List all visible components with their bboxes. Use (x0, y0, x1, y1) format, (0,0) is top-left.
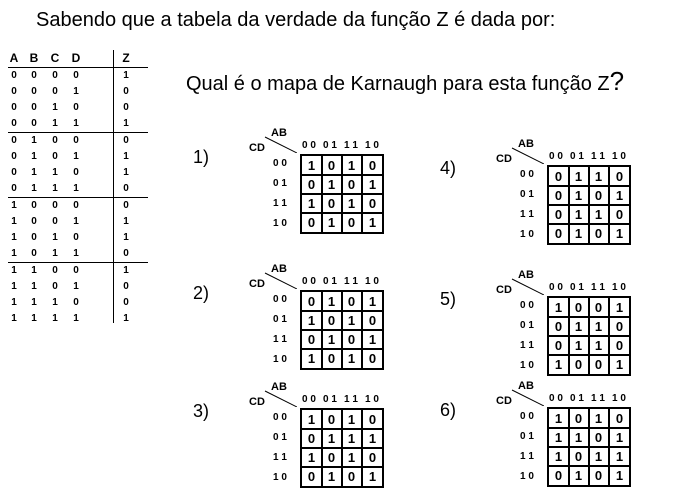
kmap-cell: 1 (569, 317, 590, 337)
truth-table-row (8, 68, 148, 84)
question-text (186, 66, 624, 97)
kmap-cell: 1 (569, 466, 590, 486)
kmap-cell: 1 (342, 349, 363, 369)
kmap-row-label: 0 1 (273, 178, 287, 189)
truth-table-cell: 0 (31, 232, 37, 243)
truth-table-cell: 0 (52, 281, 58, 292)
truth-table-row (8, 263, 148, 279)
kmap-column-label: 0 1 (570, 393, 584, 404)
kmap-cd-label: CD (249, 396, 265, 408)
kmap-column-label: 0 1 (323, 276, 337, 287)
truth-table-row (8, 116, 148, 133)
truth-table-cell: 0 (31, 200, 37, 211)
truth-table-cell: 1 (123, 313, 129, 324)
kmap-cell: 1 (342, 429, 363, 449)
kmap-cell: 1 (342, 156, 363, 176)
kmap-cell: 1 (342, 311, 363, 331)
truth-table-cell: 0 (73, 167, 79, 178)
kmap-row-label: 0 1 (273, 432, 287, 443)
kmap-cell: 1 (368, 215, 377, 230)
kmap-cell: 0 (362, 194, 383, 214)
kmap-row-label: 1 1 (273, 452, 287, 463)
kmap-row-label: 1 0 (520, 229, 534, 240)
truth-table-row (8, 198, 148, 214)
truth-table-row (8, 246, 148, 263)
truth-table-cell: 0 (31, 102, 37, 113)
kmap-grid (300, 290, 384, 370)
kmap-row-label: 1 0 (520, 360, 534, 371)
kmap-column-label: 1 1 (591, 282, 605, 293)
truth-table-cell: 1 (73, 151, 79, 162)
kmap-cell: 0 (589, 466, 610, 486)
kmap-row-label: 0 1 (520, 189, 534, 200)
kmap-cell: 1 (549, 428, 570, 448)
truth-table-cell: 1 (123, 70, 129, 81)
truth-table-cell: 1 (31, 297, 37, 308)
kmap-row-label: 1 1 (273, 198, 287, 209)
kmap-cell: 1 (302, 448, 323, 468)
truth-table-cell: 0 (11, 167, 17, 178)
kmap-cell: 0 (362, 410, 383, 430)
kmap-diagonal (263, 271, 297, 289)
truth-table-cell: 0 (52, 86, 58, 97)
truth-table-cell: 0 (123, 102, 129, 113)
truth-table-header-cell: D (71, 51, 81, 65)
truth-table-header-cell: C (50, 51, 60, 65)
kmap-cell: 1 (549, 355, 570, 375)
truth-table-cell: 1 (31, 313, 37, 324)
truth-table-cell: 0 (11, 183, 17, 194)
kmap-column-label: 0 1 (570, 151, 584, 162)
kmap-cell: 0 (302, 213, 323, 233)
truth-table-cell: 0 (123, 135, 129, 146)
kmap-option-number: 5) (440, 289, 457, 309)
kmap-diagonal (263, 389, 297, 407)
kmap-cell: 0 (549, 466, 570, 486)
truth-table-header-cell: A (9, 51, 19, 65)
kmap-row-label: 0 0 (273, 294, 287, 305)
truth-table-cell: 0 (31, 70, 37, 81)
kmap-row-label: 1 1 (273, 334, 287, 345)
truth-table-cell: 1 (52, 102, 58, 113)
kmap-cell: 0 (549, 205, 570, 225)
kmap-column-label: 0 1 (323, 140, 337, 151)
truth-table-row (8, 100, 148, 116)
kmap-grid (300, 408, 384, 488)
kmap-option-number: 2) (193, 283, 210, 303)
kmap-column-label: 1 1 (591, 393, 605, 404)
truth-table-cell: 1 (123, 232, 129, 243)
kmap-option-number: 3) (193, 401, 210, 421)
kmap-option-number: 1) (193, 147, 210, 167)
kmap-cell: 1 (362, 175, 383, 195)
kmap-cell: 1 (615, 357, 624, 372)
kmap-grid (547, 296, 631, 376)
kmap-cell: 0 (302, 330, 323, 350)
kmap-column-label: 1 0 (365, 394, 379, 405)
kmap-cell: 1 (569, 205, 590, 225)
kmap-option-5 (440, 269, 650, 379)
kmap-column-label: 0 0 (549, 393, 563, 404)
truth-table-cell: 1 (52, 232, 58, 243)
truth-table-cell: 1 (11, 313, 17, 324)
kmap-cell: 0 (322, 311, 343, 331)
kmap-cell: 0 (609, 167, 630, 187)
truth-table-cell: 1 (123, 216, 129, 227)
kmap-column-label: 0 0 (302, 276, 316, 287)
truth-table-cell: 0 (31, 86, 37, 97)
kmap-cd-label: CD (249, 142, 265, 154)
truth-table-cell: 1 (11, 232, 17, 243)
truth-table-cell: 0 (11, 70, 17, 81)
kmap-option-4 (440, 138, 650, 248)
kmap-cell: 1 (609, 447, 630, 467)
kmap-column-label: 1 1 (344, 276, 358, 287)
kmap-column-label: 0 0 (549, 282, 563, 293)
kmap-row-label: 0 1 (520, 431, 534, 442)
truth-table-cell: 1 (73, 216, 79, 227)
kmap-cd-label: CD (249, 278, 265, 290)
truth-table-header-cell: Z (122, 51, 130, 65)
kmap-option-2 (193, 263, 403, 373)
kmap-cell: 0 (342, 213, 363, 233)
kmap-cell: 1 (549, 447, 570, 467)
truth-table-cell: 1 (11, 265, 17, 276)
kmap-cell: 1 (322, 330, 343, 350)
truth-table-cell: 1 (31, 265, 37, 276)
truth-table-cell: 1 (31, 135, 37, 146)
truth-table-row (8, 165, 148, 181)
kmap-cell: 1 (609, 186, 630, 206)
kmap-cell: 1 (589, 409, 610, 429)
truth-table-cell: 0 (73, 265, 79, 276)
truth-table-cell: 1 (73, 313, 79, 324)
truth-table-cell: 0 (123, 248, 129, 259)
truth-table-cell: 1 (52, 313, 58, 324)
kmap-ab-label: AB (518, 380, 534, 392)
truth-table-row (8, 84, 148, 100)
kmap-cell: 1 (615, 226, 624, 241)
kmap-cell: 1 (302, 349, 323, 369)
kmap-cell: 0 (589, 428, 610, 448)
kmap-cell: 1 (615, 468, 624, 483)
truth-table-cell: 1 (11, 297, 17, 308)
truth-table-cell: 1 (73, 118, 79, 129)
kmap-ab-label: AB (271, 381, 287, 393)
kmap-column-label: 0 0 (302, 394, 316, 405)
kmap-cell: 0 (609, 205, 630, 225)
kmap-row-label: 0 1 (273, 314, 287, 325)
kmap-cell: 0 (362, 156, 383, 176)
truth-table-row (8, 181, 148, 198)
kmap-cell: 1 (549, 409, 570, 429)
kmap-cell: 1 (368, 469, 377, 484)
kmap-row-label: 0 0 (520, 169, 534, 180)
truth-table-row (8, 279, 148, 295)
truth-table-cell: 0 (11, 86, 17, 97)
truth-table-cell: 0 (123, 183, 129, 194)
kmap-cell: 0 (342, 292, 363, 312)
kmap-cell: 1 (589, 205, 610, 225)
kmap-cell: 0 (569, 409, 590, 429)
kmap-cell: 1 (609, 298, 630, 318)
kmap-cell: 0 (549, 186, 570, 206)
kmap-cell: 0 (368, 351, 377, 366)
kmap-cell: 1 (549, 298, 570, 318)
truth-table-cell: 1 (31, 183, 37, 194)
kmap-ab-label: AB (518, 269, 534, 281)
truth-table-cell: 1 (11, 216, 17, 227)
kmap-cell: 0 (569, 447, 590, 467)
kmap-row-label: 0 0 (520, 300, 534, 311)
kmap-grid (300, 154, 384, 234)
kmap-row-label: 1 0 (273, 472, 287, 483)
kmap-cell: 0 (589, 355, 610, 375)
kmap-cell: 0 (342, 467, 363, 487)
truth-table-cell: 0 (73, 297, 79, 308)
kmap-cell: 0 (589, 186, 610, 206)
truth-table-cell: 1 (73, 281, 79, 292)
kmap-cell: 1 (302, 194, 323, 214)
kmap-cell: 0 (609, 317, 630, 337)
truth-table-cell: 0 (73, 102, 79, 113)
truth-table-cell: 1 (52, 248, 58, 259)
kmap-cell: 0 (362, 311, 383, 331)
truth-table-cell: 0 (11, 135, 17, 146)
kmap-cell: 0 (549, 336, 570, 356)
kmap-cell: 0 (302, 467, 323, 487)
truth-table-header-cell: B (29, 51, 39, 65)
truth-table-cell: 1 (31, 151, 37, 162)
kmap-grid (547, 165, 631, 245)
kmap-column-label: 1 0 (612, 151, 626, 162)
kmap-column-label: 1 0 (612, 393, 626, 404)
kmap-cd-label: CD (496, 395, 512, 407)
kmap-diagonal (510, 146, 544, 164)
kmap-option-6 (440, 380, 650, 490)
kmap-cell: 1 (362, 429, 383, 449)
truth-table-cell: 1 (123, 151, 129, 162)
truth-table-cell: 1 (73, 248, 79, 259)
kmap-column-label: 0 1 (323, 394, 337, 405)
kmap-cell: 0 (322, 448, 343, 468)
kmap-cell: 0 (569, 355, 590, 375)
kmap-cell: 0 (322, 349, 343, 369)
kmap-cell: 0 (589, 298, 610, 318)
truth-table-cell: 0 (73, 232, 79, 243)
truth-table-cell: 0 (52, 70, 58, 81)
kmap-column-label: 1 0 (365, 140, 379, 151)
question-mark: ? (609, 66, 625, 96)
truth-table-cell: 0 (123, 86, 129, 97)
kmap-cell: 1 (589, 167, 610, 187)
truth-table-cell: 1 (123, 265, 129, 276)
truth-table-row (8, 295, 148, 311)
question-label: Qual é o mapa de Karnaugh para esta função Z (186, 73, 610, 95)
kmap-row-label: 1 0 (273, 218, 287, 229)
truth-table-row (8, 311, 148, 327)
kmap-row-label: 0 0 (273, 158, 287, 169)
kmap-cell: 0 (302, 429, 323, 449)
truth-table-cell: 1 (123, 167, 129, 178)
kmap-cell: 1 (569, 336, 590, 356)
kmap-row-label: 1 1 (520, 340, 534, 351)
truth-table-cell: 1 (11, 281, 17, 292)
kmap-ab-label: AB (518, 138, 534, 150)
truth-table (8, 50, 148, 327)
kmap-cell: 1 (569, 224, 590, 244)
kmap-grid (547, 407, 631, 487)
truth-table-row (8, 230, 148, 246)
kmap-cd-label: CD (496, 153, 512, 165)
kmap-cd-label: CD (496, 284, 512, 296)
kmap-option-number: 6) (440, 400, 457, 420)
kmap-cell: 0 (302, 292, 323, 312)
kmap-cell: 0 (322, 410, 343, 430)
truth-table-cell: 0 (52, 151, 58, 162)
kmap-option-number: 4) (440, 158, 457, 178)
truth-table-cell: 1 (52, 167, 58, 178)
kmap-cell: 1 (302, 311, 323, 331)
kmap-cell: 1 (362, 292, 383, 312)
truth-table-row (8, 214, 148, 230)
kmap-cell: 0 (302, 175, 323, 195)
kmap-diagonal (510, 388, 544, 406)
kmap-cell: 1 (302, 410, 323, 430)
kmap-column-label: 0 1 (570, 282, 584, 293)
kmap-option-1 (193, 127, 403, 237)
kmap-cell: 1 (342, 194, 363, 214)
kmap-ab-label: AB (271, 127, 287, 139)
truth-table-row (8, 133, 148, 149)
kmap-column-label: 1 1 (344, 140, 358, 151)
kmap-column-label: 1 1 (591, 151, 605, 162)
kmap-row-label: 1 0 (520, 471, 534, 482)
kmap-cell: 1 (569, 428, 590, 448)
kmap-column-label: 0 0 (302, 140, 316, 151)
kmap-row-label: 0 0 (520, 411, 534, 422)
kmap-cell: 0 (549, 167, 570, 187)
truth-table-divider (113, 50, 114, 323)
kmap-cell: 0 (609, 409, 630, 429)
truth-table-cell: 1 (52, 118, 58, 129)
truth-table-cell: 0 (11, 118, 17, 129)
kmap-cell: 1 (342, 410, 363, 430)
kmap-column-label: 1 1 (344, 394, 358, 405)
kmap-diagonal (263, 135, 297, 153)
truth-table-header (8, 50, 148, 68)
kmap-row-label: 1 1 (520, 451, 534, 462)
truth-table-row (8, 149, 148, 165)
kmap-row-label: 0 1 (520, 320, 534, 331)
kmap-cell: 1 (589, 447, 610, 467)
truth-table-cell: 0 (52, 200, 58, 211)
truth-table-cell: 0 (123, 200, 129, 211)
truth-table-cell: 0 (52, 265, 58, 276)
truth-table-cell: 0 (73, 70, 79, 81)
truth-table-cell: 1 (11, 200, 17, 211)
kmap-cell: 1 (322, 429, 343, 449)
kmap-cell: 1 (362, 330, 383, 350)
kmap-row-label: 0 0 (273, 412, 287, 423)
truth-table-cell: 1 (11, 248, 17, 259)
kmap-row-label: 1 0 (273, 354, 287, 365)
truth-table-cell: 0 (31, 118, 37, 129)
kmap-cell: 0 (549, 317, 570, 337)
kmap-cell: 1 (342, 448, 363, 468)
kmap-cell: 1 (322, 467, 343, 487)
kmap-cell: 0 (322, 194, 343, 214)
kmap-cell: 0 (342, 330, 363, 350)
kmap-cell: 1 (589, 317, 610, 337)
kmap-cell: 1 (569, 167, 590, 187)
truth-table-cell: 0 (11, 151, 17, 162)
kmap-column-label: 1 0 (365, 276, 379, 287)
kmap-cell: 1 (322, 292, 343, 312)
kmap-cell: 0 (609, 336, 630, 356)
truth-table-cell: 0 (52, 135, 58, 146)
kmap-cell: 0 (569, 298, 590, 318)
truth-table-cell: 0 (52, 216, 58, 227)
truth-table-cell: 1 (31, 167, 37, 178)
kmap-diagonal (510, 277, 544, 295)
kmap-column-label: 1 0 (612, 282, 626, 293)
kmap-cell: 0 (362, 448, 383, 468)
kmap-cell: 1 (569, 186, 590, 206)
truth-table-cell: 0 (73, 200, 79, 211)
truth-table-cell: 0 (31, 216, 37, 227)
kmap-cell: 1 (322, 175, 343, 195)
truth-table-cell: 0 (31, 248, 37, 259)
truth-table-cell: 0 (123, 281, 129, 292)
kmap-ab-label: AB (271, 263, 287, 275)
truth-table-cell: 0 (123, 297, 129, 308)
kmap-cell: 0 (342, 175, 363, 195)
kmap-cell: 0 (549, 224, 570, 244)
truth-table-cell: 0 (73, 135, 79, 146)
truth-table-cell: 1 (52, 183, 58, 194)
truth-table-cell: 0 (11, 102, 17, 113)
kmap-cell: 1 (589, 336, 610, 356)
kmap-cell: 1 (302, 156, 323, 176)
truth-table-cell: 1 (31, 281, 37, 292)
kmap-cell: 1 (609, 428, 630, 448)
truth-table-cell: 1 (73, 183, 79, 194)
kmap-column-label: 0 0 (549, 151, 563, 162)
page-title: Sabendo que a tabela da verdade da função Z é dada por: (36, 9, 556, 31)
kmap-option-3 (193, 381, 403, 491)
kmap-cell: 0 (322, 156, 343, 176)
kmap-cell: 1 (322, 213, 343, 233)
kmap-cell: 0 (589, 224, 610, 244)
truth-table-cell: 1 (73, 86, 79, 97)
kmap-row-label: 1 1 (520, 209, 534, 220)
truth-table-cell: 1 (123, 118, 129, 129)
truth-table-cell: 1 (52, 297, 58, 308)
